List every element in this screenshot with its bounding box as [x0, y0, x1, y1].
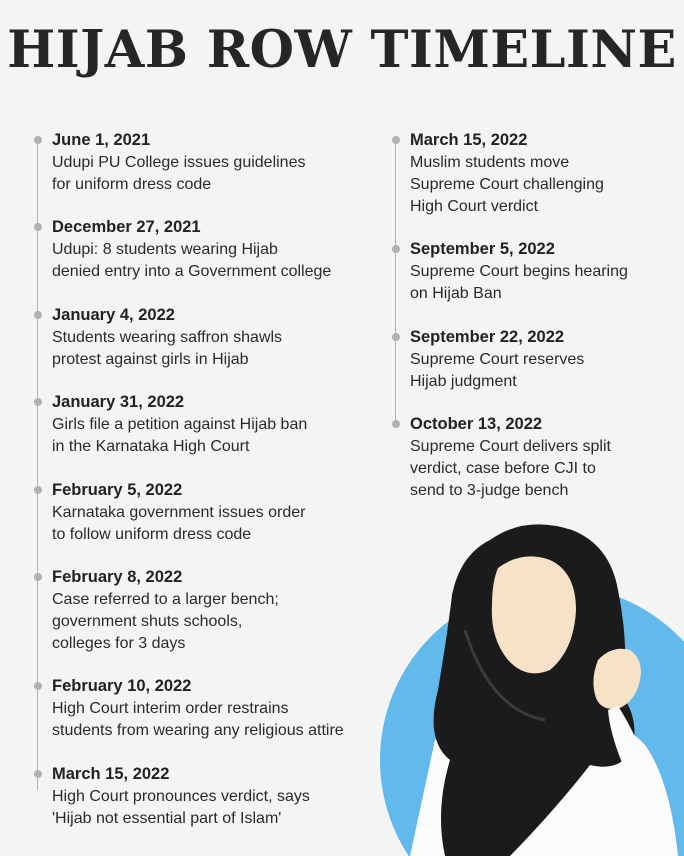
event-date: March 15, 2022	[52, 765, 170, 783]
timeline-event	[38, 676, 344, 742]
event-description: Case referred to a larger bench; government shuts schools, colleges for 3 days	[52, 591, 279, 652]
event-date: March 15, 2022	[410, 131, 528, 149]
event-date: September 22, 2022	[410, 328, 565, 346]
timeline-dot	[392, 245, 400, 253]
page-title: HIJAB ROW TIMELINE	[7, 20, 677, 80]
timeline-event	[38, 305, 282, 371]
timeline-event	[396, 130, 604, 218]
event-description: Supreme Court begins hearing on Hijab Ban	[410, 263, 628, 302]
event-date: October 13, 2022	[410, 415, 543, 433]
timeline-event	[396, 414, 611, 502]
timeline-dot	[392, 420, 400, 428]
event-description: High Court interim order restrains students from wearing any religious attire	[52, 700, 344, 739]
timeline-event	[38, 480, 305, 546]
event-date: February 10, 2022	[52, 677, 192, 695]
event-date: January 31, 2022	[52, 393, 185, 411]
event-description: Muslim students move Supreme Court challenging High Court verdict	[410, 154, 604, 215]
event-date: September 5, 2022	[410, 240, 555, 258]
timeline-dot	[34, 682, 42, 690]
timeline-event	[396, 239, 628, 305]
event-date: December 27, 2021	[52, 218, 201, 236]
timeline-dot	[34, 573, 42, 581]
timeline-dot	[34, 486, 42, 494]
event-description: Supreme Court delivers split verdict, case before CJI to send to 3-judge bench	[410, 438, 611, 499]
event-date: February 5, 2022	[52, 481, 183, 499]
event-description: Girls file a petition against Hijab ban in the Karnataka High Court	[52, 416, 308, 455]
timeline-dot	[34, 136, 42, 144]
woman-in-hijab-illustration-icon	[340, 510, 684, 856]
event-date: June 1, 2021	[52, 131, 151, 149]
timeline-dot	[34, 770, 42, 778]
event-description: Udupi: 8 students wearing Hijab denied entry into a Government college	[52, 241, 332, 280]
timeline-event	[38, 392, 307, 458]
timeline-event	[396, 327, 584, 393]
timeline-dot	[34, 311, 42, 319]
event-description: High Court pronounces verdict, says 'Hijab not essential part of Islam'	[52, 788, 310, 827]
timeline-event	[38, 764, 310, 830]
timeline-dot	[34, 223, 42, 231]
timeline-event	[38, 130, 305, 196]
event-description: Karnataka government issues order to follow uniform dress code	[52, 504, 306, 543]
timeline-dot	[392, 136, 400, 144]
event-description: Udupi PU College issues guidelines for uniform dress code	[52, 154, 306, 193]
event-date: January 4, 2022	[52, 306, 175, 324]
timeline-dot	[34, 398, 42, 406]
event-description: Students wearing saffron shawls protest against girls in Hijab	[52, 329, 283, 368]
event-description: Supreme Court reserves Hijab judgment	[410, 351, 585, 390]
event-date: February 8, 2022	[52, 568, 183, 586]
timeline-event	[38, 217, 331, 283]
timeline-dot	[392, 333, 400, 341]
timeline-event	[38, 567, 279, 655]
